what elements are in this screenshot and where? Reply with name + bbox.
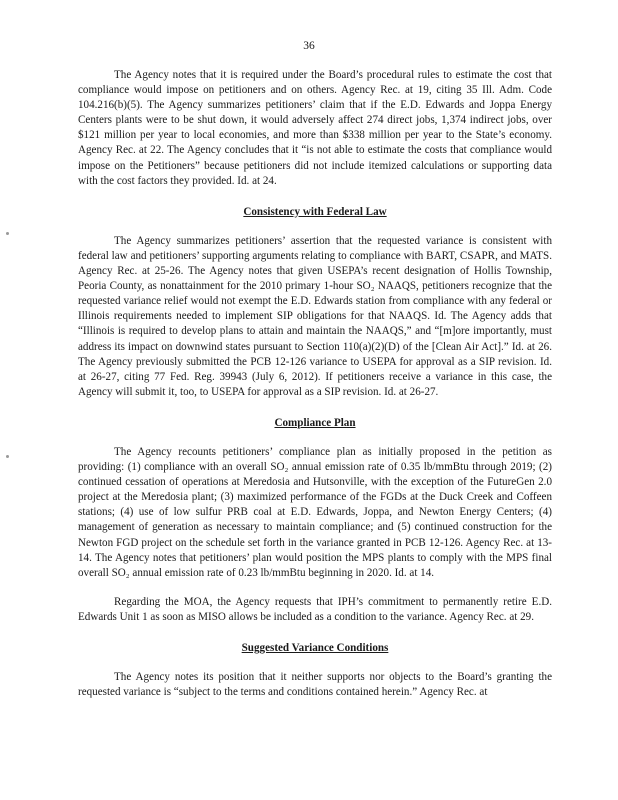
paragraph: The Agency recounts petitioners’ compliance plan as initially proposed in the petition as providing: (1) compliance with an overall SO₂ annual emission rate of 0.35 lb/mmBtu through 2019; (2) continued cessation of operations at Meredosia and Hutsonville, with the exception of the FutureGen 2.0 project at the Meredosia plant; (3) maximized performance of the FGDs at the Duck Creek and Coffeen stations; (4) use of low sulfur PRB coal at E.D. Edwards, Joppa, and Newton Energy Centers; (4) management of generation as necessary to maintain compliance; and (5) continued construction for the Newton FGD project on the schedule set forth in the variance granted in PCB 12-126. Agency Rec. at 13-14. The Agency notes that petitioners’ plan would position the MPS plants to comply with the MPS final overall SO₂ annual emission rate of 0.23 lb/mmBtu beginning in 2020. Id. at 14.	[78, 445, 552, 579]
section-heading: Compliance Plan	[274, 416, 356, 429]
page-number: 36	[303, 40, 315, 52]
paragraph: The Agency notes its position that it neither supports nor objects to the Board’s granting the requested variance is “subject to the terms and conditions contained herein.” Agency Rec. at	[78, 671, 552, 699]
paragraph: The Agency notes that it is required under the Board’s procedural rules to estimate the cost that compliance would impose on petitioners and on others. Agency Rec. at 19, citing 35 Ill. Adm. Code 104.216(b)(5). The Agency summarizes petitioners’ claim that if the E.D. Edwards and Joppa Energy Centers plants were to be shut down, it would adversely affect 274 direct jobs, 1,374 indirect jobs, over $121 million per year to local economies, and more than $338 million per year to the State’s economy. Agency Rec. at 22. The Agency concludes that it “is not able to estimate the costs that compliance would impose on the Petitioners” because petitioners did not include itemized calculations or supporting data with the cost factors they provided. Id. at 24.	[78, 69, 552, 187]
section-heading: Consistency with Federal Law	[243, 205, 387, 218]
section-heading: Suggested Variance Conditions	[241, 642, 389, 654]
paragraph: The Agency summarizes petitioners’ assertion that the requested variance is consistent with federal law and petitioners’ supporting arguments relating to compliance with BART, CSAPR, and MATS. Agency Rec. at 25-26. The Agency notes that given USEPA’s recent designation of Hollis Township, Peoria County, as nonattainment for the 2010 primary 1-hour SO₂ NAAQS, petitioners recognize that the requested variance relief would not exempt the E.D. Edwards station from compliance with any federal or Illinois requirements needed to implement SIP obligations for that NAAQS. Id. The Agency adds that “Illinois is required to develop plans to attain and maintain the NAAQS,” and “[m]ore importantly, must address its impact on downwind states pursuant to Section 110(a)(2)(D) of the [Clean Air Act].” Id. at 26. The Agency previously submitted the PCB 12-126 variance to USEPA for approval as a SIP revision. Id. at 26-27, citing 77 Fed. Reg. 39943 (July 6, 2012). If petitioners receive a variance in this case, the Agency will submit it, too, to USEPA for approval as a SIP revision. Id. at 26-27.	[78, 234, 552, 398]
paragraph: Regarding the MOA, the Agency requests that IPH’s commitment to permanently retire E.D. Edwards Unit 1 as soon as MISO allows be included as a condition to the variance. Agency Rec. at 29.	[78, 595, 552, 623]
document-body	[78, 68, 552, 714]
margin-mark	[6, 455, 9, 458]
margin-mark	[6, 232, 9, 235]
